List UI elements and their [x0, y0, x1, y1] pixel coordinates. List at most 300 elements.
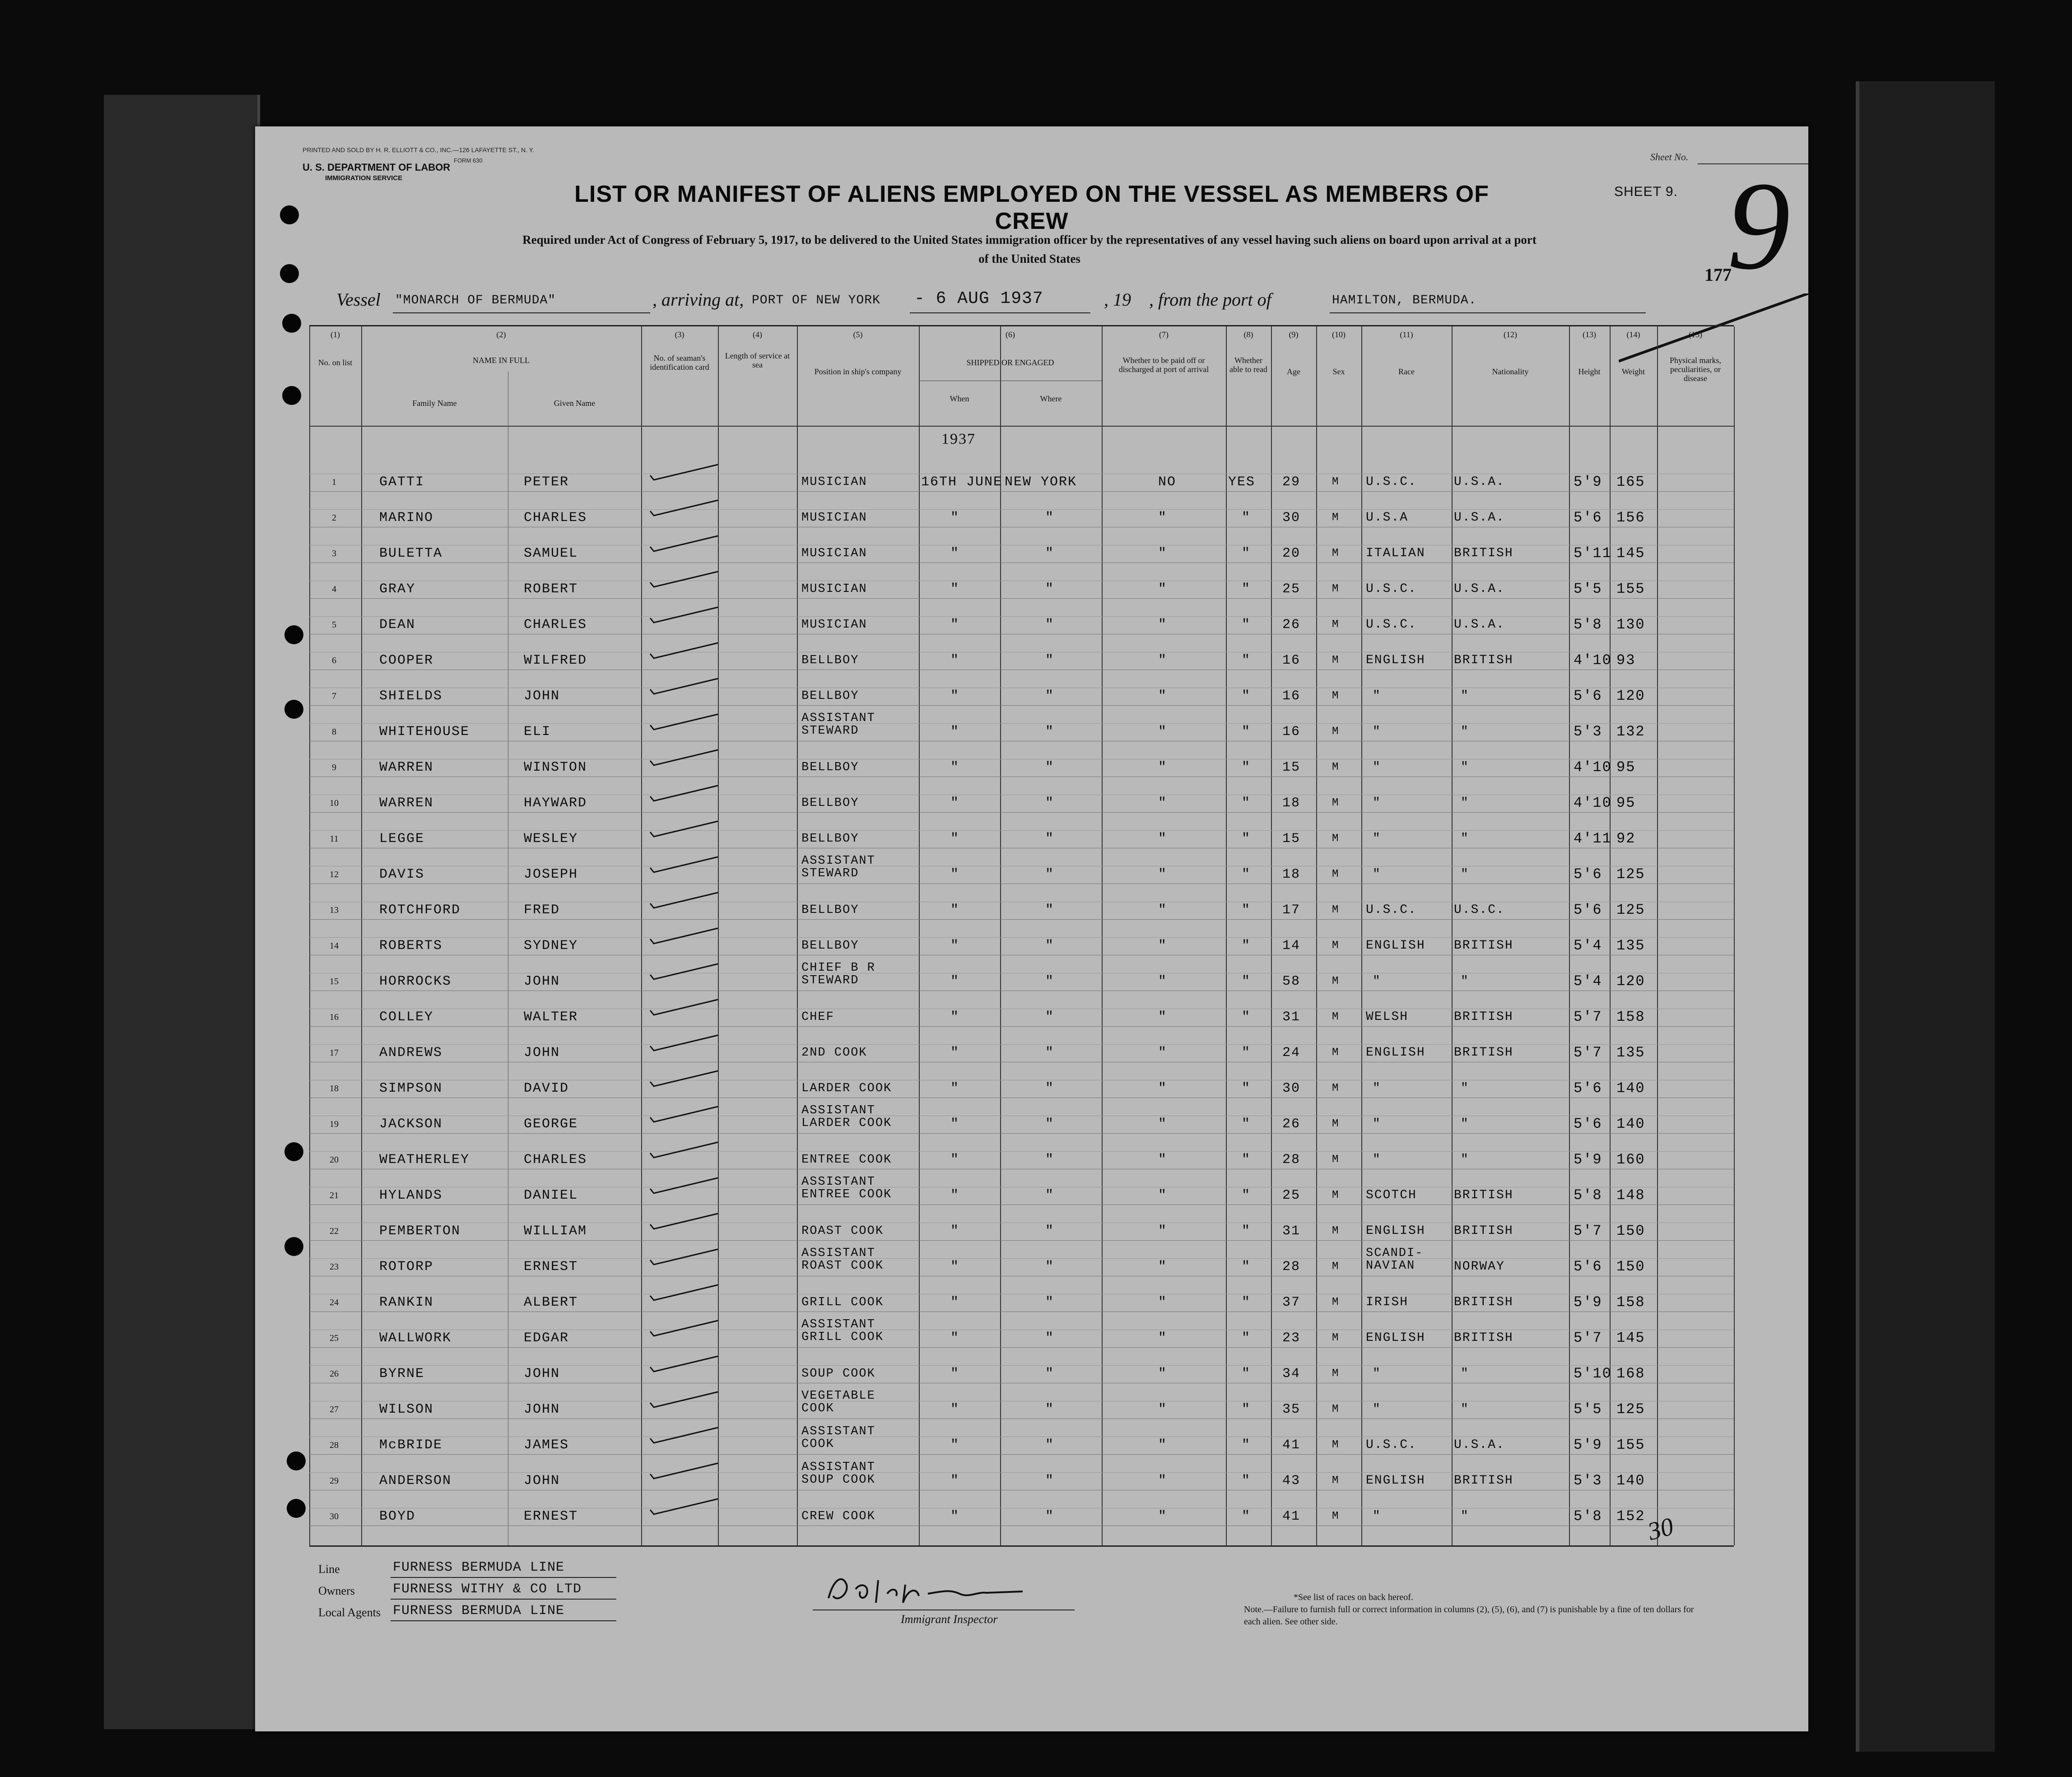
able-to-read: "	[1242, 1330, 1251, 1346]
header-name-in-full: NAME IN FULL	[473, 356, 530, 365]
check-mark	[646, 569, 722, 591]
weight: 120	[1616, 688, 1645, 704]
height: 5'5	[1574, 581, 1602, 597]
age: 58	[1282, 974, 1301, 989]
sex: M	[1332, 583, 1340, 595]
height: 5'7	[1574, 1330, 1602, 1346]
weight: 148	[1616, 1187, 1645, 1204]
age: 30	[1282, 1081, 1301, 1096]
header-height: Height	[1578, 367, 1601, 376]
shipped-when: "	[950, 1509, 960, 1524]
nationality: BRITISH	[1454, 1295, 1513, 1309]
row-number: 25	[330, 1333, 339, 1343]
paid-off: "	[1158, 902, 1168, 918]
paid-off: "	[1158, 1295, 1168, 1310]
sex: M	[1332, 1189, 1340, 1201]
shipped-where: "	[1045, 1295, 1055, 1310]
paid-off: "	[1158, 1116, 1168, 1132]
position: BELLBOY	[801, 654, 859, 667]
weight: 150	[1616, 1223, 1645, 1239]
paid-off: "	[1158, 938, 1168, 954]
row-number: 18	[330, 1084, 339, 1093]
race: ENGLISH	[1366, 1046, 1425, 1060]
row-number: 24	[330, 1298, 339, 1307]
row-rule	[309, 491, 1734, 492]
able-to-read: "	[1242, 1295, 1251, 1310]
race-line: NAVIAN	[1366, 1259, 1415, 1273]
check-mark	[646, 462, 722, 484]
shipped-when: "	[950, 902, 960, 918]
height: 4'10	[1574, 795, 1612, 811]
shipped-when: "	[950, 1437, 960, 1453]
height: 5'7	[1574, 1223, 1602, 1239]
row-number: 4	[332, 584, 336, 594]
header-where: Where	[1040, 394, 1062, 403]
column-number: (8)	[1243, 330, 1253, 339]
check-mark	[646, 926, 722, 948]
handwritten-sheet-number: 9	[1727, 155, 1790, 296]
shipped-where: "	[1045, 974, 1055, 989]
column-number: (7)	[1159, 330, 1169, 339]
department-block	[303, 156, 450, 184]
check-mark	[646, 1140, 722, 1162]
sex: M	[1332, 1225, 1340, 1237]
row-rule	[309, 1026, 1734, 1027]
able-to-read: "	[1242, 831, 1251, 847]
row-number: 17	[330, 1048, 339, 1058]
weight: 120	[1616, 973, 1645, 990]
shipped-where: "	[1045, 1330, 1055, 1346]
given-name: DANIEL	[524, 1188, 578, 1203]
shipped-where: "	[1045, 1009, 1055, 1025]
given-name: JAMES	[524, 1437, 569, 1453]
check-mark	[646, 997, 722, 1019]
sex: M	[1332, 1403, 1340, 1415]
age: 15	[1282, 760, 1301, 775]
sex: M	[1332, 1154, 1340, 1166]
paid-off: "	[1158, 974, 1168, 989]
check-mark	[646, 640, 722, 663]
shipped-when: "	[950, 974, 960, 989]
weight: 132	[1616, 723, 1645, 740]
vessel-label: Vessel	[336, 289, 381, 310]
position-line: ASSISTANT	[801, 854, 875, 868]
age: 30	[1282, 510, 1301, 526]
shipped-when: "	[950, 795, 960, 811]
family-name: BULETTA	[379, 546, 443, 561]
arrival-date: - 6 AUG 1937	[914, 289, 1043, 308]
age: 24	[1282, 1045, 1301, 1061]
row-subrule	[309, 1472, 1734, 1473]
family-name: HYLANDS	[379, 1188, 443, 1203]
weight: 130	[1616, 616, 1645, 633]
age: 28	[1282, 1259, 1301, 1275]
row-subrule	[309, 937, 1734, 938]
given-name: EDGAR	[524, 1330, 569, 1346]
weight: 140	[1616, 1472, 1645, 1489]
nationality: "	[1461, 832, 1469, 846]
check-mark	[646, 961, 722, 984]
column-number: (9)	[1289, 330, 1299, 339]
paid-off: "	[1158, 1152, 1168, 1168]
family-name: MARINO	[379, 510, 434, 526]
position-line: STEWARD	[801, 724, 859, 738]
shipped-where: "	[1045, 617, 1055, 633]
shipped-when: "	[950, 1045, 960, 1061]
height: 5'6	[1574, 688, 1602, 704]
age: 34	[1282, 1366, 1301, 1382]
nationality: "	[1461, 760, 1469, 774]
family-name: ROTCHFORD	[379, 902, 461, 918]
check-mark	[646, 1496, 722, 1519]
age: 14	[1282, 938, 1301, 954]
stamp-number: 177	[1704, 265, 1732, 285]
race: ENGLISH	[1366, 1224, 1425, 1238]
nationality: "	[1461, 689, 1469, 703]
age: 41	[1282, 1437, 1301, 1453]
age: 37	[1282, 1295, 1301, 1310]
header-position: Position in ship's company	[814, 367, 902, 376]
shipped-where: "	[1045, 510, 1055, 526]
row-rule	[309, 705, 1734, 706]
check-mark	[646, 676, 722, 698]
paid-off: "	[1158, 831, 1168, 847]
able-to-read: "	[1242, 1509, 1251, 1524]
check-mark	[646, 819, 722, 841]
column-number: (15)	[1689, 330, 1702, 339]
nationality: "	[1461, 974, 1469, 988]
weight: 158	[1616, 1009, 1645, 1025]
header-service-length: Length of service at sea	[725, 351, 790, 369]
position: BELLBOY	[801, 761, 859, 774]
family-name: DAVIS	[379, 867, 425, 882]
shipped-when: "	[950, 1116, 960, 1132]
family-name: WEATHERLEY	[379, 1152, 470, 1168]
sex: M	[1332, 1439, 1340, 1451]
shipped-year-note: 1937	[941, 431, 976, 447]
sex: M	[1332, 868, 1340, 880]
height: 5'9	[1574, 1437, 1602, 1453]
age: 35	[1282, 1402, 1301, 1417]
row-subrule	[309, 830, 1734, 831]
manifest-table	[309, 325, 1734, 1545]
family-name: SHIELDS	[379, 688, 443, 704]
height: 5'5	[1574, 1401, 1602, 1418]
position: BELLBOY	[801, 689, 859, 703]
row-number: 21	[330, 1191, 339, 1200]
races-note: *See list of races on back hereof.	[1294, 1592, 1413, 1602]
shipped-where: "	[1045, 1081, 1055, 1096]
sex: M	[1332, 1118, 1340, 1130]
sex: M	[1332, 1368, 1340, 1380]
paid-off: "	[1158, 1366, 1168, 1382]
height: 4'10	[1574, 759, 1612, 776]
weight: 158	[1616, 1294, 1645, 1311]
able-to-read: "	[1242, 1473, 1251, 1489]
shipped-when: "	[950, 653, 960, 668]
check-mark	[646, 1461, 722, 1483]
race: "	[1373, 1081, 1381, 1095]
able-to-read: "	[1242, 1402, 1251, 1417]
nationality: U.S.A.	[1454, 618, 1505, 632]
sex: M	[1332, 940, 1340, 952]
column-number: (10)	[1332, 330, 1346, 339]
able-to-read: "	[1242, 1188, 1251, 1203]
race: ENGLISH	[1366, 1331, 1425, 1345]
paid-off: "	[1158, 510, 1168, 526]
able-to-read: "	[1242, 795, 1251, 811]
age: 18	[1282, 867, 1301, 882]
position: MUSICIAN	[801, 618, 867, 632]
column-number: (3)	[675, 330, 684, 339]
position: SOUP COOK	[801, 1367, 875, 1381]
position-line: STEWARD	[801, 867, 859, 880]
punch-hole	[284, 1142, 303, 1161]
weight: 140	[1616, 1116, 1645, 1132]
position: BELLBOY	[801, 939, 859, 953]
given-name: SAMUEL	[524, 546, 578, 561]
race: "	[1373, 1117, 1381, 1131]
able-to-read: "	[1242, 1045, 1251, 1061]
given-name: WALTER	[524, 1009, 578, 1025]
agents-label: Local Agents	[318, 1606, 381, 1619]
age: 16	[1282, 724, 1301, 740]
row-number: 23	[330, 1262, 339, 1272]
column-number: (6)	[1006, 330, 1015, 339]
row-number: 22	[330, 1226, 339, 1236]
able-to-read: "	[1242, 510, 1251, 526]
header-nationality: Nationality	[1492, 367, 1529, 376]
nationality: U.S.C.	[1454, 903, 1505, 917]
weight: 155	[1616, 1437, 1645, 1453]
position: 2ND COOK	[801, 1046, 867, 1060]
shipped-when: "	[950, 1402, 960, 1417]
legal-requirement	[363, 230, 1695, 268]
sheet-number: SHEET 9.	[1614, 184, 1678, 199]
row-number: 12	[330, 870, 339, 879]
race: U.S.C.	[1366, 475, 1417, 489]
sheet-no-label: Sheet No.	[1650, 151, 1689, 163]
age: 16	[1282, 688, 1301, 704]
check-mark	[646, 1175, 722, 1198]
given-name: JOHN	[524, 974, 560, 989]
punch-hole	[282, 314, 301, 333]
weight: 93	[1616, 652, 1636, 669]
race: U.S.C.	[1366, 1438, 1417, 1452]
row-number: 30	[330, 1512, 339, 1521]
row-subrule	[309, 1044, 1734, 1045]
position-line: ASSISTANT	[801, 1461, 875, 1474]
family-name: WHITEHOUSE	[379, 724, 470, 740]
nationality: BRITISH	[1454, 653, 1513, 667]
sex: M	[1332, 619, 1340, 631]
inspector-label: Immigrant Inspector	[901, 1613, 998, 1626]
height: 5'9	[1574, 1294, 1602, 1311]
height: 5'8	[1574, 616, 1602, 633]
race: ENGLISH	[1366, 1474, 1425, 1488]
weight: 168	[1616, 1365, 1645, 1382]
position-line: COOK	[801, 1402, 834, 1415]
position-line: ASSISTANT	[801, 1425, 875, 1438]
able-to-read: "	[1242, 1116, 1251, 1132]
sex: M	[1332, 1510, 1340, 1522]
inspector-signature	[815, 1571, 1041, 1607]
nationality: BRITISH	[1454, 939, 1513, 953]
weight: 125	[1616, 1401, 1645, 1418]
race-line: SCANDI-	[1366, 1247, 1424, 1260]
check-mark	[646, 605, 722, 627]
race: "	[1373, 796, 1381, 810]
height: 5'10	[1574, 1365, 1612, 1382]
height: 5'6	[1574, 1258, 1602, 1275]
family-name: SIMPSON	[379, 1081, 443, 1096]
shipped-when: "	[950, 1295, 960, 1310]
column-number: (1)	[331, 330, 340, 339]
height: 5'6	[1574, 866, 1602, 883]
race: IRISH	[1366, 1295, 1409, 1309]
position: MUSICIAN	[801, 475, 867, 489]
race: "	[1373, 1367, 1381, 1381]
height: 5'4	[1574, 973, 1602, 990]
given-name: ELI	[524, 724, 551, 740]
shipped-where: "	[1045, 653, 1055, 668]
shipped-when: "	[950, 1152, 960, 1168]
column-number: (14)	[1626, 330, 1640, 339]
shipped-where: "	[1045, 1188, 1055, 1203]
weight: 95	[1616, 795, 1636, 811]
shipped-where: "	[1045, 1045, 1055, 1061]
shipped-when: "	[950, 688, 960, 704]
agents-underline	[391, 1620, 616, 1621]
given-name: GEORGE	[524, 1116, 578, 1132]
shipped-when: "	[950, 546, 960, 561]
family-name: ANDERSON	[379, 1473, 452, 1489]
able-to-read: "	[1242, 1366, 1251, 1382]
header-no-on-list: No. on list	[318, 358, 353, 367]
able-to-read: "	[1242, 617, 1251, 633]
height: 5'6	[1574, 509, 1602, 526]
sex: M	[1332, 1296, 1340, 1308]
from-label: , from the port of	[1149, 289, 1271, 310]
shipped-when: "	[950, 1330, 960, 1346]
age: 31	[1282, 1223, 1301, 1239]
race: "	[1373, 832, 1381, 846]
header-race: Race	[1398, 367, 1415, 376]
punch-hole	[284, 700, 303, 719]
shipped-when: "	[950, 831, 960, 847]
able-to-read: "	[1242, 1009, 1251, 1025]
height: 4'10	[1574, 652, 1612, 669]
race: "	[1373, 867, 1381, 881]
race: ITALIAN	[1366, 546, 1425, 560]
given-name: SYDNEY	[524, 938, 578, 954]
family-name: BYRNE	[379, 1366, 425, 1382]
shipped-where: "	[1045, 938, 1055, 954]
given-name: WINSTON	[524, 760, 587, 775]
position-line: STEWARD	[801, 974, 859, 987]
footer-line-row	[318, 1560, 634, 1581]
age: 41	[1282, 1509, 1301, 1524]
able-to-read: "	[1242, 1152, 1251, 1168]
column-number: (4)	[753, 330, 762, 339]
shipped-where: "	[1045, 795, 1055, 811]
position: BELLBOY	[801, 903, 859, 917]
arriving-label: , arriving at,	[652, 289, 744, 310]
paid-off: "	[1158, 867, 1168, 882]
height: 5'11	[1574, 545, 1612, 562]
sex: M	[1332, 1082, 1340, 1094]
age: 26	[1282, 617, 1301, 633]
header-rule	[309, 426, 1734, 427]
family-name: GRAY	[379, 581, 416, 597]
weight: 156	[1616, 509, 1645, 526]
nationality: U.S.A.	[1454, 511, 1505, 525]
shipped-where: "	[1045, 902, 1055, 918]
punch-hole	[282, 386, 301, 405]
position: MUSICIAN	[801, 582, 867, 596]
nationality: "	[1461, 1402, 1469, 1416]
sex: M	[1332, 512, 1340, 524]
given-name: FRED	[524, 902, 560, 918]
check-mark	[646, 747, 722, 770]
row-number: 26	[330, 1369, 339, 1379]
check-mark	[646, 1211, 722, 1233]
height: 5'7	[1574, 1009, 1602, 1025]
from-underline	[1330, 312, 1646, 313]
weight: 135	[1616, 937, 1645, 954]
height: 4'11	[1574, 830, 1612, 847]
able-to-read: "	[1242, 688, 1251, 704]
header-able-to-read: Whether able to read	[1229, 356, 1267, 374]
given-name: JOHN	[524, 1045, 560, 1061]
sex: M	[1332, 1332, 1340, 1344]
shipped-where: "	[1045, 1509, 1055, 1524]
sex: M	[1332, 1011, 1340, 1023]
given-name: JOSEPH	[524, 867, 578, 882]
row-number: 16	[330, 1012, 339, 1022]
family-name: WILSON	[379, 1402, 434, 1417]
family-name: ROBERTS	[379, 938, 443, 954]
paid-off: "	[1158, 1437, 1168, 1453]
row-number: 8	[332, 727, 336, 737]
height: 5'3	[1574, 723, 1602, 740]
nationality: BRITISH	[1454, 1474, 1513, 1488]
height: 5'6	[1574, 902, 1602, 918]
header-family-name: Family Name	[412, 399, 457, 408]
weight: 152	[1616, 1508, 1645, 1525]
race: U.S.A	[1366, 511, 1409, 525]
shipped-when: "	[950, 1473, 960, 1489]
column-number: (5)	[853, 330, 863, 339]
weight: 165	[1616, 474, 1645, 490]
given-name: JOHN	[524, 688, 560, 704]
nationality: U.S.A.	[1454, 582, 1505, 596]
shipped-where: "	[1045, 724, 1055, 740]
age: 25	[1282, 581, 1301, 597]
shipped-where: "	[1045, 1366, 1055, 1382]
height: 5'8	[1574, 1508, 1602, 1525]
row-number: 19	[330, 1119, 339, 1129]
nationality: "	[1461, 1509, 1469, 1523]
paid-off: "	[1158, 617, 1168, 633]
position: ROAST COOK	[801, 1224, 884, 1238]
sex: M	[1332, 547, 1340, 559]
able-to-read: "	[1242, 653, 1251, 668]
weight: 155	[1616, 581, 1645, 597]
given-name: CHARLES	[524, 617, 587, 633]
family-name: PEMBERTON	[379, 1223, 461, 1239]
shipped-when: "	[950, 724, 960, 740]
